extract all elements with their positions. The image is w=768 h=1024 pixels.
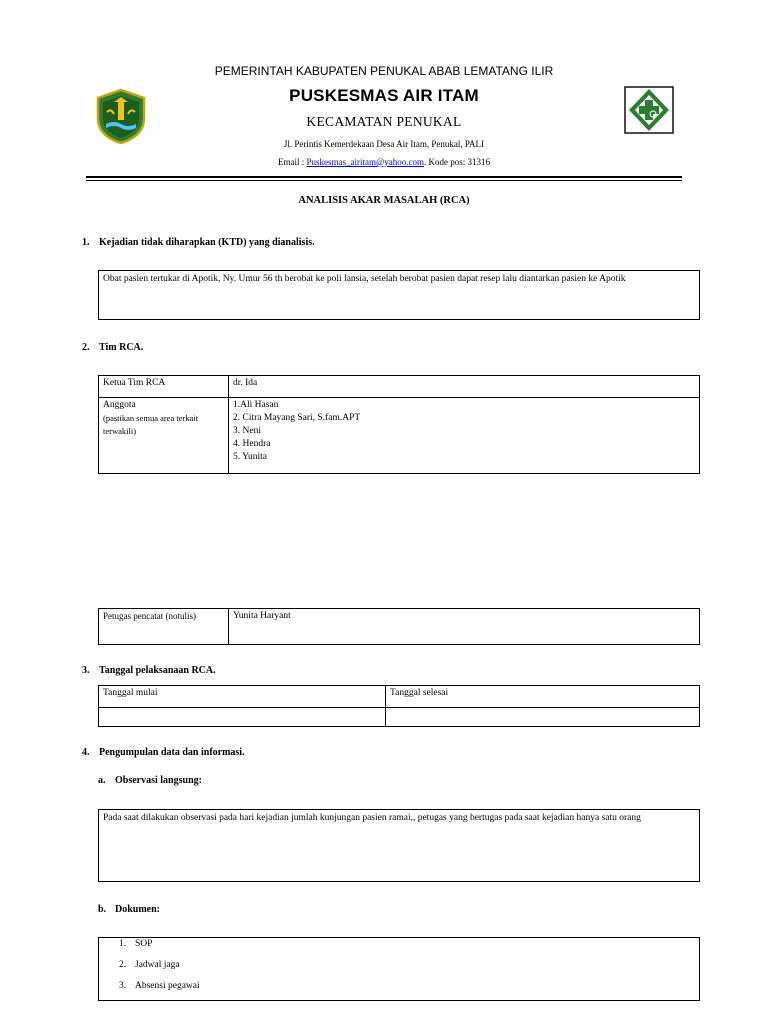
section-1-heading [82, 237, 315, 248]
anggota-cell [99, 398, 229, 474]
member-item: 1.Ali Hasan [233, 400, 279, 410]
table-row [99, 398, 700, 474]
member-item: 4. Hendra [233, 439, 271, 449]
ktd-description-text: Obat pasien tertukar di Apotik, Ny. Umur 56 th berobat ke poli lansia, setelah berobat pasien dapat resep lalu diantarkan pasien ke Apotik [103, 274, 626, 284]
sub-a-title: Observasi langsung: [115, 775, 202, 786]
table-row [99, 686, 700, 708]
rca-date-table [98, 685, 700, 727]
section-2-title: Tim RCA. [99, 342, 144, 353]
section-4-title: Pengumpulan data dan informasi. [99, 747, 245, 758]
anggota-label: Anggota [103, 400, 136, 410]
government-name: PEMERINTAH KABUPATEN PENUKAL ABAB LEMATANG ILIR [214, 64, 554, 78]
postal-code: . Kode pos: 31316 [424, 157, 491, 167]
doc-number: 3. [119, 981, 127, 991]
list-item [119, 980, 699, 1001]
section-3-number: 3. [82, 665, 90, 676]
list-item [119, 959, 699, 980]
documents-list [119, 938, 699, 1001]
email-label: Email : [277, 157, 307, 167]
section-1-number: 1. [82, 237, 90, 248]
section-3-heading [82, 665, 216, 676]
email-line [0, 157, 768, 167]
observation-heading [98, 775, 202, 786]
sub-b-number: b. [98, 904, 107, 915]
member-item: 3. Neni [233, 426, 261, 436]
section-3-title: Tanggal pelaksanaan RCA. [99, 665, 216, 676]
member-item: 2. Citra Mayang Sari, S.fam.APT [233, 413, 361, 423]
email-link[interactable]: Puskesmas_airitam@yahoo.com [306, 157, 425, 167]
section-1-title: Kejadian tidak diharapkan (KTD) yang dianalisis. [99, 237, 315, 248]
observation-box [98, 809, 700, 882]
ktd-description-box [98, 270, 700, 320]
sub-a-number: a. [98, 775, 106, 786]
doc-number: 1. [119, 939, 127, 949]
end-date-label: Tanggal selesai [386, 686, 700, 708]
doc-label: Jadwal jaga [135, 960, 180, 970]
section-2-heading [82, 342, 143, 353]
kecamatan-name: KECAMATAN PENUKAL [306, 114, 462, 129]
petugas-label: Petugas pencatat (notulis) [99, 609, 229, 645]
observation-text: Pada saat dilakukan observasi pada hari kejadian jumlah kunjungan pasien ramai,, petugas yang bertugas pada saat kejadian hanya satu orang [103, 813, 641, 823]
documents-box [98, 937, 700, 1001]
doc-label: SOP [135, 939, 153, 949]
doc-number: 2. [119, 960, 127, 970]
section-4-number: 4. [82, 747, 90, 758]
puskesmas-cross-logo [624, 86, 674, 134]
sub-b-title: Dokumen: [115, 904, 161, 915]
header-divider-thin [86, 180, 682, 181]
address-line: Jl. Perintis Kemerdekaan Desa Air Itam, Penukal, PALI [283, 139, 485, 149]
puskesmas-name: PUSKESMAS AIR ITAM [289, 86, 479, 105]
members-cell [229, 398, 700, 474]
list-item [119, 938, 699, 959]
table-row [99, 376, 700, 398]
start-date-label: Tanggal mulai [99, 686, 386, 708]
doc-label: Absensi pegawai [135, 981, 200, 991]
anggota-note: (pastikan semua area terkait terwakili) [103, 413, 199, 436]
end-date-value [386, 708, 700, 727]
header-divider-thick [86, 176, 682, 178]
ketua-label: Ketua Tim RCA [99, 376, 229, 398]
documents-heading [98, 904, 160, 915]
table-row [99, 708, 700, 727]
notulis-table [98, 608, 700, 645]
document-title: ANALISIS AKAR MASALAH (RCA) [298, 195, 470, 206]
section-2-number: 2. [82, 342, 90, 353]
start-date-value [99, 708, 386, 727]
table-row [99, 609, 700, 645]
ketua-value: dr. Ida [229, 376, 700, 398]
petugas-value: Yunita Haryant [229, 609, 700, 645]
rca-team-table [98, 375, 700, 474]
member-item: 5. Yunita [233, 452, 267, 462]
section-4-heading [82, 747, 245, 758]
